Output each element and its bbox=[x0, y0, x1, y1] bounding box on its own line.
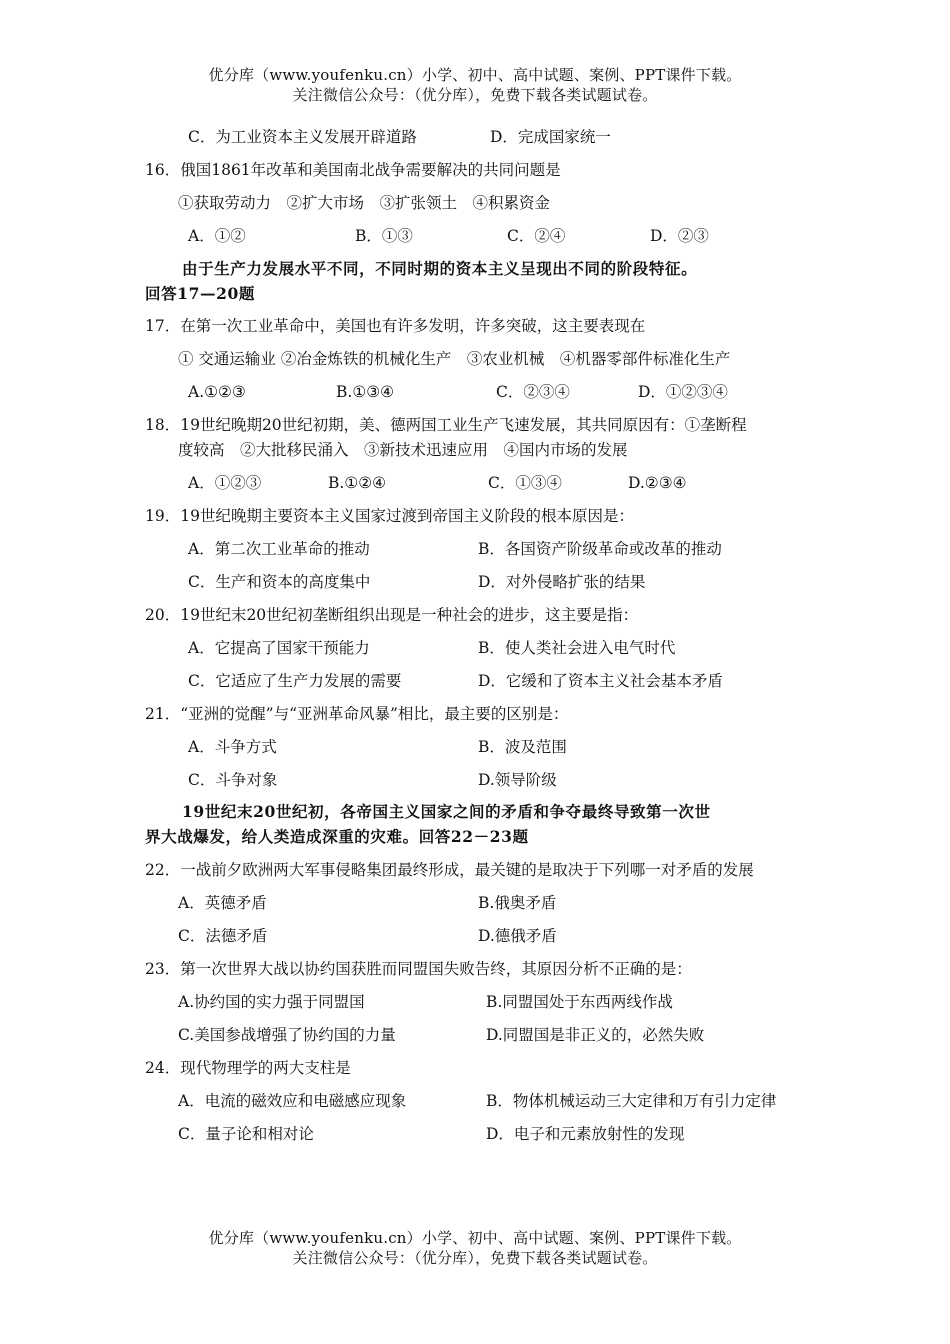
q24-option-b: B．物体机械运动三大定律和万有引力定律 bbox=[486, 1092, 777, 1110]
q24-option-d: D．电子和元素放射性的发现 bbox=[486, 1125, 685, 1143]
q16-option-b: B．①③ bbox=[355, 227, 413, 245]
q19-option-c: C．生产和资本的高度集中 bbox=[188, 573, 371, 591]
q24-option-c: C．量子论和相对论 bbox=[178, 1125, 314, 1143]
q23-option-d: D.同盟国是非正义的，必然失败 bbox=[486, 1026, 705, 1044]
q19-stem: 19．19世纪晚期主要资本主义国家过渡到帝国主义阶段的根本原因是： bbox=[145, 507, 634, 525]
q17-option-b: B.①③④ bbox=[336, 383, 395, 401]
q21-option-d: D.领导阶级 bbox=[478, 771, 557, 789]
q16-option-c: C．②④ bbox=[507, 227, 566, 245]
q21-stem: 21．“亚洲的觉醒”与“亚洲革命风暴”相比，最主要的区别是： bbox=[145, 705, 569, 723]
q20-option-c: C．它适应了生产力发展的需要 bbox=[188, 672, 402, 690]
q16-option-a: A．①② bbox=[188, 227, 246, 245]
footer-line-1: 优分库（www.youfenku.cn）小学、初中、高中试题、案例、PPT课件下载。 bbox=[208, 1229, 742, 1247]
q16-stem: 16．俄国1861年改革和美国南北战争需要解决的共同问题是 bbox=[145, 161, 561, 179]
footer-line-2: 关注微信公众号：（优分库），免费下载各类试题试卷。 bbox=[292, 1249, 658, 1267]
q17-option-c: C．②③④ bbox=[496, 383, 570, 401]
q19-option-a: A．第二次工业革命的推动 bbox=[188, 540, 370, 558]
q22-option-b: B.俄奥矛盾 bbox=[478, 894, 557, 912]
intro-22-23-line-1: 19世纪末20世纪初，各帝国主义国家之间的矛盾和争夺最终导致第一次世 bbox=[182, 802, 711, 821]
q23-option-a: A.协约国的实力强于同盟国 bbox=[178, 993, 365, 1011]
q22-option-a: A．英德矛盾 bbox=[178, 894, 267, 912]
q18-option-a: A．①②③ bbox=[188, 474, 262, 492]
q18-stem-line-2: 度较高 ②大批移民涌入 ③新技术迅速应用 ④国内市场的发展 bbox=[178, 441, 628, 459]
q21-option-b: B．波及范围 bbox=[478, 738, 567, 756]
q20-option-d: D．它缓和了资本主义社会基本矛盾 bbox=[478, 672, 723, 690]
q23-option-b: B.同盟国处于东西两线作战 bbox=[486, 993, 673, 1011]
intro-22-23-line-2: 界大战爆发，给人类造成深重的灾难。回答22－23题 bbox=[145, 827, 529, 846]
q16-items: ①获取劳动力 ②扩大市场 ③扩张领土 ④积累资金 bbox=[178, 194, 551, 212]
q16-option-d: D．②③ bbox=[650, 227, 709, 245]
q20-option-a: A．它提高了国家干预能力 bbox=[188, 639, 370, 657]
q17-items: ① 交通运输业 ②冶金炼铁的机械化生产 ③农业机械 ④机器零部件标准化生产 bbox=[178, 350, 731, 368]
q19-option-b: B．各国资产阶级革命或改革的推动 bbox=[478, 540, 722, 558]
q22-stem: 22．一战前夕欧洲两大军事侵略集团最终形成，最关键的是取决于下列哪一对矛盾的发展 bbox=[145, 861, 754, 879]
q22-option-c: C．法德矛盾 bbox=[178, 927, 268, 945]
q17-option-d: D．①②③④ bbox=[638, 383, 728, 401]
q22-option-d: D.德俄矛盾 bbox=[478, 927, 557, 945]
q24-option-a: A．电流的磁效应和电磁感应现象 bbox=[178, 1092, 407, 1110]
intro-17-20-line-1: 由于生产力发展水平不同，不同时期的资本主义呈现出不同的阶段特征。 bbox=[182, 259, 698, 278]
q15-option-d: D．完成国家统一 bbox=[490, 128, 611, 146]
q18-option-d: D.②③④ bbox=[628, 474, 687, 492]
q21-option-c: C．斗争对象 bbox=[188, 771, 278, 789]
q18-stem-line-1: 18．19世纪晚期20世纪初期，美、德两国工业生产飞速发展，其共同原因有：①垄断程 bbox=[145, 416, 747, 434]
q18-option-c: C．①③④ bbox=[488, 474, 562, 492]
q18-option-b: B.①②④ bbox=[328, 474, 387, 492]
q20-option-b: B．使人类社会进入电气时代 bbox=[478, 639, 676, 657]
q19-option-d: D．对外侵略扩张的结果 bbox=[478, 573, 646, 591]
q17-stem: 17．在第一次工业革命中，美国也有许多发明，许多突破，这主要表现在 bbox=[145, 317, 646, 335]
header-line-2: 关注微信公众号：（优分库），免费下载各类试题试卷。 bbox=[292, 86, 658, 104]
q21-option-a: A．斗争方式 bbox=[188, 738, 277, 756]
intro-17-20-line-2: 回答17—20题 bbox=[145, 284, 255, 303]
q24-stem: 24．现代物理学的两大支柱是 bbox=[145, 1059, 351, 1077]
q23-option-c: C.美国参战增强了协约国的力量 bbox=[178, 1026, 396, 1044]
q15-option-c: C．为工业资本主义发展开辟道路 bbox=[188, 128, 417, 146]
q17-option-a: A.①②③ bbox=[188, 383, 246, 401]
header-line-1: 优分库（www.youfenku.cn）小学、初中、高中试题、案例、PPT课件下载。 bbox=[208, 66, 742, 84]
q20-stem: 20．19世纪末20世纪初垄断组织出现是一种社会的进步，这主要是指： bbox=[145, 606, 639, 624]
q23-stem: 23．第一次世界大战以协约国获胜而同盟国失败告终，其原因分析不正确的是： bbox=[145, 960, 692, 978]
